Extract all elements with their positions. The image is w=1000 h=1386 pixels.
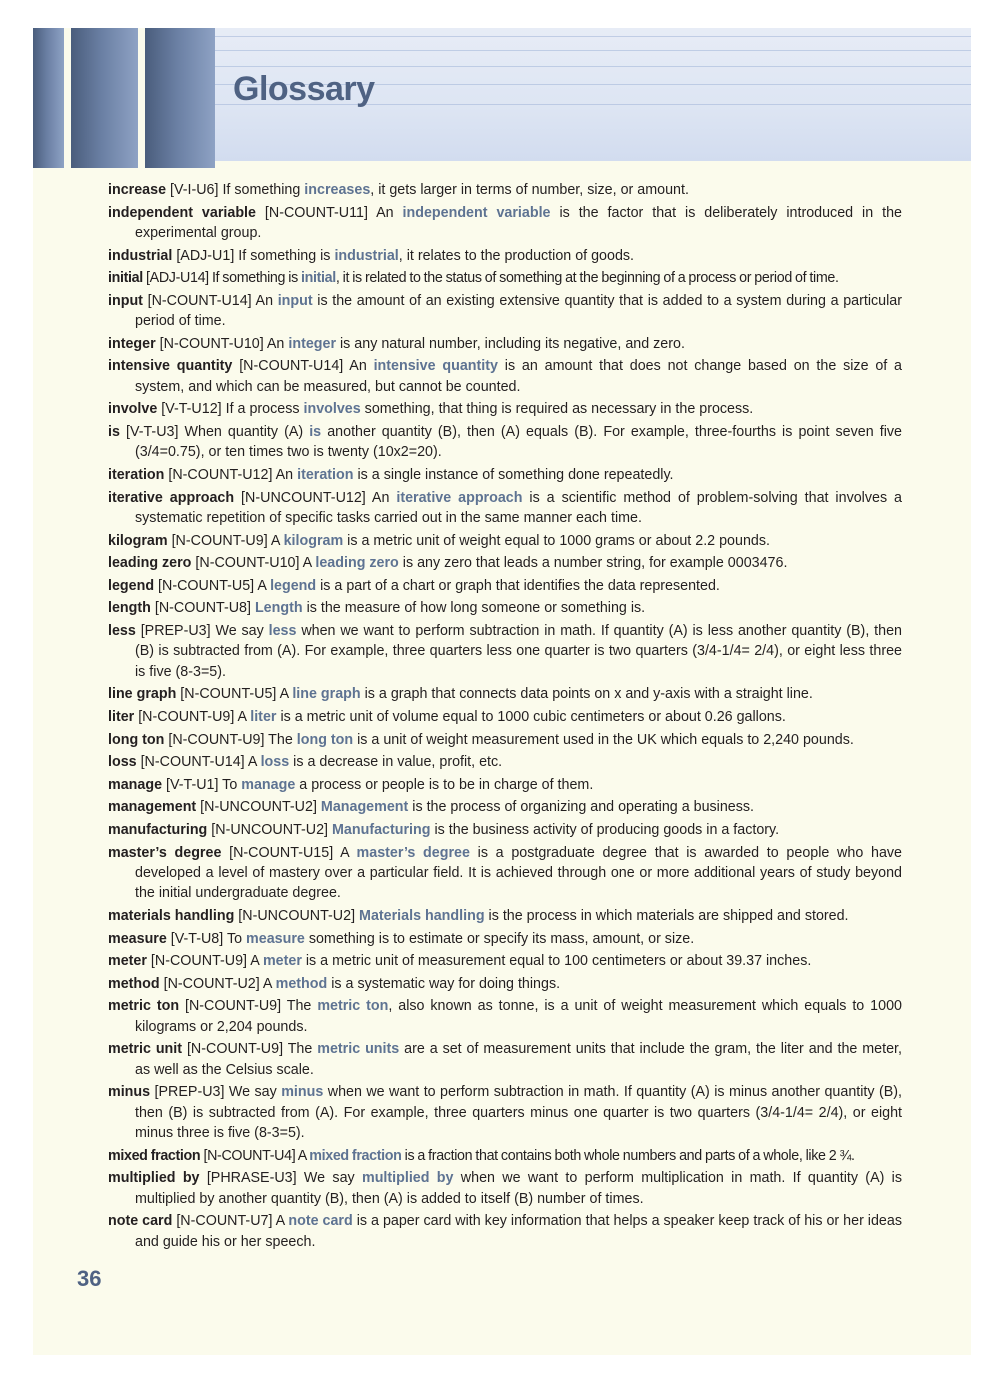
definition-text: when we want to perform subtraction in math. If quantity (A) is less another quantity (B), then (B) is subtracted from (A). For example, three quarters less one quarter is two quarters (3/4-1/4= 2/4), or eight less three is five (8-3=5). [135, 622, 902, 680]
highlighted-keyword: iterative approach [396, 489, 523, 506]
definition-text: If something [222, 182, 305, 198]
glossary-entry [108, 843, 902, 904]
definition-text: something, that thing is required as necessary in the process. [360, 401, 754, 418]
part-of-speech-tag: [N-COUNT-U9] [179, 998, 287, 1015]
glossary-entry [108, 929, 902, 949]
glossary-term: management [108, 799, 197, 816]
definition-text: is a decrease in value, profit, etc. [289, 754, 503, 771]
glossary-entry [108, 203, 902, 244]
part-of-speech-tag: [PREP-U3] [150, 1084, 229, 1101]
highlighted-keyword: Management [320, 799, 409, 816]
part-of-speech-tag: [N-COUNT-U14] [136, 754, 248, 771]
highlighted-keyword: industrial [334, 247, 399, 264]
glossary-term: independent variable [108, 204, 256, 221]
glossary-term: increase [108, 182, 167, 198]
header-blocks [33, 28, 215, 168]
highlighted-keyword: manage [241, 776, 296, 793]
glossary-term: input [108, 292, 143, 309]
glossary-entry [108, 775, 902, 795]
glossary-term: multiplied by [108, 1170, 200, 1187]
glossary-entry [108, 246, 902, 266]
glossary-term: less [108, 622, 136, 639]
glossary-term: iteration [108, 466, 165, 483]
definition-text: An [266, 335, 289, 352]
glossary-entry [108, 684, 902, 704]
glossary-entry [108, 951, 902, 971]
definition-text: is a paper card with key information that helps a speaker keep track of his or her ideas and guide his or her speech. [135, 1213, 902, 1250]
highlighted-keyword: increases [304, 182, 371, 198]
definition-text: , it gets larger in terms of number, size, or amount. [370, 182, 689, 198]
part-of-speech-tag: [PREP-U3] [135, 622, 216, 639]
definition-text: is a unit of weight measurement used in the UK which equals to 2,240 pounds. [353, 731, 854, 748]
glossary-term: measure [108, 930, 167, 947]
highlighted-keyword: initial [301, 270, 336, 287]
definition-text: If something is [238, 247, 335, 264]
definition-text: when we want to perform multiplication in math. If quantity (A) is multiplied by another quantity (B), then (A) is added to itself (B) number of times. [135, 1170, 902, 1207]
highlighted-keyword: intensive quantity [373, 358, 498, 375]
glossary-term: integer [108, 335, 156, 352]
definition-text: A [340, 844, 357, 861]
part-of-speech-tag: [N-COUNT-U9] [164, 731, 269, 748]
part-of-speech-tag: [N-UNCOUNT-U2] [234, 907, 360, 924]
highlighted-keyword: method [275, 975, 328, 992]
glossary-entry [108, 1039, 902, 1080]
glossary-entry [108, 797, 902, 817]
definition-text: is the amount of an existing extensive quantity that is added to a system during a particular period of time. [135, 292, 903, 330]
definition-text: To [226, 930, 247, 947]
part-of-speech-tag: [N-COUNT-U12] [164, 466, 276, 483]
glossary-entry [108, 356, 902, 397]
page-title: Glossary [233, 70, 375, 108]
glossary-entry [108, 1168, 902, 1209]
part-of-speech-tag: [N-COUNT-U15] [221, 844, 341, 861]
part-of-speech-tag: [N-COUNT-U11] [255, 204, 377, 221]
definition-text: The [287, 1041, 318, 1058]
definition-text: A [270, 532, 284, 549]
definition-text: A [257, 577, 271, 594]
highlighted-keyword: line graph [292, 686, 361, 703]
part-of-speech-tag: [PHRASE-U3] [199, 1170, 304, 1187]
part-of-speech-tag: [V-I-U6] [166, 182, 223, 198]
highlighted-keyword: iteration [297, 466, 354, 483]
glossary-term: method [108, 975, 160, 992]
part-of-speech-tag: [ADJ-U14] [142, 270, 212, 287]
glossary-term: involve [108, 401, 158, 418]
definition-text: To [222, 776, 242, 793]
glossary-list [108, 180, 902, 1254]
highlighted-keyword: kilogram [283, 532, 344, 549]
definition-text: An [376, 204, 403, 221]
definition-text: We say [228, 1084, 282, 1101]
glossary-entry [108, 553, 902, 573]
glossary-entry [108, 996, 902, 1037]
highlighted-keyword: metric ton [317, 998, 389, 1015]
definition-text: An [371, 489, 397, 506]
highlighted-keyword: Materials handling [359, 907, 485, 924]
highlighted-keyword: metric units [317, 1041, 400, 1058]
definition-text: , also known as tonne, is a unit of weight measurement which equals to 1000 kilograms or 2,204 pounds. [135, 998, 902, 1035]
definition-text: is a fraction that contains both whole numbers and parts of a whole, like 2 ¾. [401, 1147, 855, 1164]
highlighted-keyword: legend [270, 577, 317, 594]
highlighted-keyword: leading zero [315, 555, 399, 572]
highlighted-keyword: minus [281, 1084, 324, 1101]
highlighted-keyword: less [268, 622, 297, 639]
definition-text: A [262, 975, 276, 992]
glossary-entry [108, 730, 902, 750]
definition-text: A [297, 1147, 310, 1164]
glossary-term: intensive quantity [108, 358, 233, 375]
definition-text: If something is [211, 270, 301, 287]
highlighted-keyword: integer [288, 335, 337, 352]
glossary-term: manage [108, 776, 163, 793]
glossary-term: industrial [108, 247, 173, 264]
glossary-entry [108, 974, 902, 994]
highlighted-keyword: input [277, 292, 313, 309]
definition-text: An [255, 292, 278, 309]
part-of-speech-tag: [N-COUNT-U14] [142, 292, 256, 309]
glossary-term: master’s degree [108, 844, 222, 861]
definition-text: A [275, 1213, 289, 1230]
glossary-entry [108, 752, 902, 772]
glossary-term: mixed fraction [108, 1147, 201, 1164]
definition-text: is an amount that does not change based on the size of a system, and which can be measured, but cannot be counted. [135, 358, 903, 395]
definition-text: If a process [225, 401, 304, 418]
part-of-speech-tag: [N-UNCOUNT-U2] [196, 799, 321, 816]
page-number: 36 [77, 1266, 102, 1291]
glossary-term: leading zero [108, 555, 192, 572]
glossary-term: long ton [108, 731, 165, 748]
glossary-entry [108, 1211, 902, 1252]
definition-text: another quantity (B), then (A) equals (B). For example, three-fourths is point seven five (3/4=0.75), or ten times two is twenty (10x2=20). [135, 423, 902, 461]
highlighted-keyword: independent variable [402, 204, 551, 221]
glossary-term: meter [108, 953, 147, 970]
part-of-speech-tag: [N-COUNT-U10] [191, 555, 303, 572]
highlighted-keyword: involves [303, 401, 361, 418]
definition-text: The [268, 731, 297, 748]
highlighted-keyword: is [309, 423, 322, 440]
glossary-entry [108, 399, 902, 419]
highlighted-keyword: master’s degree [356, 844, 470, 861]
highlighted-keyword: measure [246, 930, 305, 947]
definition-text: is a scientific method of problem-solving that involves a systematic repetition of specific tasks carried out in the same manner each time. [135, 489, 902, 526]
part-of-speech-tag: [N-COUNT-U9] [134, 708, 238, 725]
glossary-term: legend [108, 577, 155, 594]
glossary-term: line graph [108, 686, 177, 703]
definition-text: is a graph that connects data points on x and y-axis with a straight line. [360, 686, 813, 703]
part-of-speech-tag: [N-COUNT-U9] [146, 953, 251, 970]
definition-text: something is to estimate or specify its mass, amount, or size. [304, 930, 695, 947]
highlighted-keyword: liter [250, 708, 277, 725]
glossary-entry [108, 291, 902, 332]
definition-text: A [279, 686, 293, 703]
part-of-speech-tag: [N-COUNT-U14] [232, 358, 350, 375]
glossary-term: initial [108, 270, 143, 287]
part-of-speech-tag: [N-COUNT-U5] [176, 686, 280, 703]
glossary-term: length [108, 600, 151, 617]
part-of-speech-tag: [N-COUNT-U10] [155, 335, 267, 352]
part-of-speech-tag: [N-COUNT-U2] [159, 975, 263, 992]
glossary-entry [108, 1082, 902, 1143]
glossary-term: kilogram [108, 532, 168, 549]
part-of-speech-tag: [N-COUNT-U5] [154, 577, 258, 594]
part-of-speech-tag: [V-T-U12] [157, 401, 226, 418]
definition-text: is a metric unit of volume equal to 1000 cubic centimeters or about 0.26 gallons. [276, 708, 786, 725]
definition-text: is any zero that leads a number string, for example 0003476. [398, 555, 788, 572]
glossary-term: minus [108, 1084, 151, 1101]
definition-text: is a metric unit of measurement equal to 100 centimeters or about 39.37 inches. [301, 953, 812, 970]
definition-text: are a set of measurement units that include the gram, the liter and the meter, as well as the Celsius scale. [135, 1041, 903, 1078]
glossary-entry [108, 707, 902, 727]
highlighted-keyword: long ton [296, 731, 354, 748]
glossary-entry [108, 422, 902, 463]
glossary-entry [108, 531, 902, 551]
part-of-speech-tag: [V-T-U8] [166, 930, 227, 947]
definition-text: We say [215, 622, 269, 639]
glossary-entry [108, 268, 902, 288]
definition-text: A [302, 555, 316, 572]
part-of-speech-tag: [N-COUNT-U9] [182, 1041, 288, 1058]
definition-text: A [237, 708, 251, 725]
highlighted-keyword: note card [288, 1213, 353, 1230]
definition-text: When quantity (A) [184, 423, 310, 440]
glossary-entry [108, 334, 902, 354]
highlighted-keyword: mixed fraction [309, 1147, 402, 1164]
part-of-speech-tag: [V-T-U3] [119, 423, 185, 440]
definition-text: is any natural number, including its negative, and zero. [336, 335, 685, 352]
definition-text: , it is related to the status of something at the beginning of a process or period of time. [335, 270, 839, 287]
part-of-speech-tag: [ADJ-U1] [172, 247, 239, 264]
definition-text: a process or people is to be in charge of them. [295, 776, 594, 793]
part-of-speech-tag: [N-COUNT-U8] [150, 600, 255, 617]
definition-text: is a single instance of something done repeatedly. [353, 466, 674, 483]
glossary-term: note card [108, 1213, 173, 1230]
glossary-entry [108, 465, 902, 485]
definition-text: is a part of a chart or graph that identifies the data represented. [316, 577, 720, 594]
glossary-entry [108, 820, 902, 840]
header-block [145, 28, 215, 168]
glossary-entry [108, 598, 902, 618]
glossary-term: iterative approach [108, 489, 235, 506]
definition-text: A [250, 953, 263, 970]
definition-text: We say [303, 1170, 362, 1187]
definition-text: , it relates to the production of goods. [398, 247, 635, 264]
definition-text: is a systematic way for doing things. [327, 975, 561, 992]
part-of-speech-tag: [N-COUNT-U7] [172, 1213, 276, 1230]
highlighted-keyword: Length [254, 600, 303, 617]
glossary-term: metric unit [108, 1041, 183, 1058]
definition-text: is a postgraduate degree that is awarded to people who have developed a level of mastery over a particular field. It is achieved through one or more additional years of study beyond the initial undergraduate degree. [135, 844, 902, 902]
highlighted-keyword: multiplied by [361, 1170, 454, 1187]
glossary-term: metric ton [108, 998, 180, 1015]
header-block [33, 28, 64, 168]
highlighted-keyword: loss [260, 754, 290, 771]
part-of-speech-tag: [V-T-U1] [162, 776, 223, 793]
glossary-term: liter [108, 708, 135, 725]
header-block [71, 28, 138, 168]
highlighted-keyword: meter [262, 953, 302, 970]
glossary-entry [108, 180, 902, 200]
definition-text: A [247, 754, 261, 771]
glossary-entry [108, 576, 902, 596]
glossary-entry [108, 621, 902, 682]
part-of-speech-tag: [N-COUNT-U9] [167, 532, 271, 549]
glossary-entry [108, 1146, 902, 1166]
glossary-entry [108, 488, 902, 529]
definition-text: is the business activity of producing goods in a factory. [430, 821, 780, 838]
definition-text: An [349, 358, 374, 375]
glossary-term: loss [108, 754, 137, 771]
glossary-entry [108, 906, 902, 926]
part-of-speech-tag: [N-COUNT-U4] [200, 1147, 298, 1164]
definition-text: An [275, 466, 298, 483]
part-of-speech-tag: [N-UNCOUNT-U12] [234, 489, 372, 506]
glossary-term: materials handling [108, 907, 235, 924]
definition-text: is the factor that is deliberately introduced in the experimental group. [135, 204, 902, 241]
definition-text: is the process of organizing and operating a business. [408, 799, 755, 816]
glossary-term: manufacturing [108, 821, 208, 838]
definition-text: is a metric unit of weight equal to 1000 grams or about 2.2 pounds. [343, 532, 770, 549]
part-of-speech-tag: [N-UNCOUNT-U2] [207, 821, 332, 838]
definition-text: is the measure of how long someone or something is. [302, 600, 646, 617]
definition-text: is the process in which materials are shipped and stored. [484, 907, 849, 924]
glossary-term: is [108, 423, 120, 440]
definition-text: The [286, 998, 318, 1015]
highlighted-keyword: Manufacturing [332, 821, 431, 838]
definition-text: when we want to perform subtraction in math. If quantity (A) is minus another quantity (B), then (B) is subtracted from (A). For example, three quarters minus one quarter is two quarters (3/4-1/4= 2/4), or eight minus three is five (8-3=5). [135, 1084, 903, 1142]
